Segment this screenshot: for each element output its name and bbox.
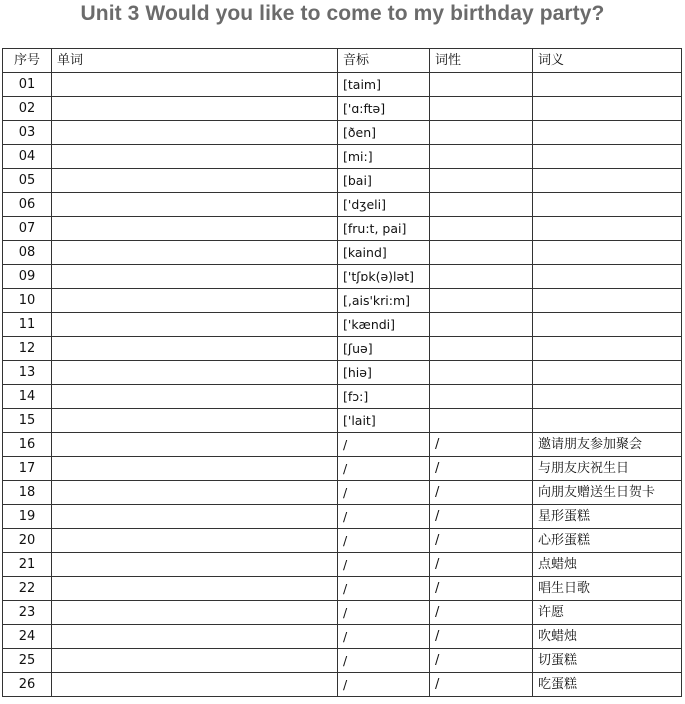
vocabulary-table (2, 48, 682, 697)
pos-cell[interactable] (430, 289, 533, 313)
pos-cell[interactable]: / (430, 649, 533, 673)
word-cell[interactable] (52, 337, 338, 361)
word-cell[interactable] (52, 625, 338, 649)
phonetic-cell: / (338, 553, 430, 577)
meaning-cell[interactable]: 星形蛋糕 (533, 505, 682, 529)
table-row (3, 337, 682, 361)
table-row (3, 313, 682, 337)
table-row (3, 409, 682, 433)
phonetic-cell: [ðen] (338, 121, 430, 145)
meaning-cell[interactable] (533, 169, 682, 193)
table-row (3, 361, 682, 385)
word-cell[interactable] (52, 673, 338, 697)
meaning-cell[interactable] (533, 289, 682, 313)
table-row (3, 217, 682, 241)
phonetic-cell: [kaind] (338, 241, 430, 265)
meaning-cell[interactable] (533, 409, 682, 433)
table-row (3, 673, 682, 697)
table-row (3, 169, 682, 193)
phonetic-cell: / (338, 505, 430, 529)
page-title: Unit 3 Would you like to come to my birthday party? (80, 2, 605, 25)
phonetic-cell: / (338, 673, 430, 697)
table-header-row (3, 49, 682, 73)
table-row (3, 649, 682, 673)
row-number: 01 (3, 73, 52, 97)
pos-cell[interactable] (430, 169, 533, 193)
table-row (3, 265, 682, 289)
meaning-cell[interactable] (533, 97, 682, 121)
row-number: 06 (3, 193, 52, 217)
pos-cell[interactable] (430, 145, 533, 169)
table-row (3, 193, 682, 217)
pos-cell[interactable]: / (430, 505, 533, 529)
meaning-cell[interactable]: 吃蛋糕 (533, 673, 682, 697)
pos-cell[interactable] (430, 409, 533, 433)
pos-cell[interactable] (430, 361, 533, 385)
meaning-cell[interactable]: 心形蛋糕 (533, 529, 682, 553)
meaning-cell[interactable] (533, 337, 682, 361)
table-row (3, 529, 682, 553)
word-cell[interactable] (52, 217, 338, 241)
header-pos: 词性 (430, 49, 533, 73)
pos-cell[interactable]: / (430, 577, 533, 601)
word-cell[interactable] (52, 121, 338, 145)
header-phonetic: 音标 (338, 49, 430, 73)
meaning-cell[interactable] (533, 241, 682, 265)
phonetic-cell: [fru:t, pai] (338, 217, 430, 241)
phonetic-cell: / (338, 649, 430, 673)
pos-cell[interactable]: / (430, 529, 533, 553)
phonetic-cell: / (338, 529, 430, 553)
word-cell[interactable] (52, 265, 338, 289)
phonetic-cell: [hiə] (338, 361, 430, 385)
word-cell[interactable] (52, 193, 338, 217)
table-row (3, 121, 682, 145)
phonetic-cell: [ʃuə] (338, 337, 430, 361)
phonetic-cell: [taim] (338, 73, 430, 97)
word-cell[interactable] (52, 385, 338, 409)
row-number: 19 (3, 505, 52, 529)
word-cell[interactable] (52, 409, 338, 433)
row-number: 24 (3, 625, 52, 649)
row-number: 04 (3, 145, 52, 169)
row-number: 05 (3, 169, 52, 193)
row-number: 26 (3, 673, 52, 697)
phonetic-cell: [mi:] (338, 145, 430, 169)
pos-cell[interactable] (430, 193, 533, 217)
meaning-cell[interactable] (533, 121, 682, 145)
table-row (3, 73, 682, 97)
row-number: 23 (3, 601, 52, 625)
meaning-cell[interactable]: 与朋友庆祝生日 (533, 457, 682, 481)
phonetic-cell: ['dʒeli] (338, 193, 430, 217)
table-row (3, 577, 682, 601)
table-row (3, 433, 682, 457)
row-number: 02 (3, 97, 52, 121)
header-meaning: 词义 (533, 49, 682, 73)
meaning-cell[interactable]: 许愿 (533, 601, 682, 625)
row-number: 17 (3, 457, 52, 481)
row-number: 16 (3, 433, 52, 457)
phonetic-cell: / (338, 625, 430, 649)
table-row (3, 481, 682, 505)
row-number: 14 (3, 385, 52, 409)
pos-cell[interactable] (430, 241, 533, 265)
pos-cell[interactable] (430, 73, 533, 97)
pos-cell[interactable] (430, 265, 533, 289)
pos-cell[interactable]: / (430, 433, 533, 457)
meaning-cell[interactable] (533, 73, 682, 97)
meaning-cell[interactable] (533, 313, 682, 337)
row-number: 12 (3, 337, 52, 361)
word-cell[interactable] (52, 529, 338, 553)
row-number: 13 (3, 361, 52, 385)
word-cell[interactable] (52, 289, 338, 313)
row-number: 10 (3, 289, 52, 313)
phonetic-cell: [bai] (338, 169, 430, 193)
word-cell[interactable] (52, 97, 338, 121)
row-number: 21 (3, 553, 52, 577)
row-number: 22 (3, 577, 52, 601)
table-row (3, 289, 682, 313)
meaning-cell[interactable] (533, 265, 682, 289)
word-cell[interactable] (52, 601, 338, 625)
table-row (3, 505, 682, 529)
phonetic-cell: [,ais'kri:m] (338, 289, 430, 313)
word-cell[interactable] (52, 457, 338, 481)
phonetic-cell: [fɔ:] (338, 385, 430, 409)
phonetic-cell: / (338, 457, 430, 481)
pos-cell[interactable] (430, 217, 533, 241)
word-cell[interactable] (52, 73, 338, 97)
phonetic-cell: ['lait] (338, 409, 430, 433)
word-cell[interactable] (52, 553, 338, 577)
table-row (3, 97, 682, 121)
word-cell[interactable] (52, 481, 338, 505)
pos-cell[interactable]: / (430, 481, 533, 505)
row-number: 25 (3, 649, 52, 673)
pos-cell[interactable] (430, 385, 533, 409)
pos-cell[interactable]: / (430, 457, 533, 481)
word-cell[interactable] (52, 361, 338, 385)
pos-cell[interactable] (430, 337, 533, 361)
meaning-cell[interactable]: 唱生日歌 (533, 577, 682, 601)
meaning-cell[interactable]: 吹蜡烛 (533, 625, 682, 649)
word-cell[interactable] (52, 433, 338, 457)
table-row (3, 601, 682, 625)
pos-cell[interactable] (430, 313, 533, 337)
table-row (3, 553, 682, 577)
phonetic-cell: / (338, 577, 430, 601)
row-number: 15 (3, 409, 52, 433)
word-cell[interactable] (52, 649, 338, 673)
meaning-cell[interactable] (533, 145, 682, 169)
row-number: 20 (3, 529, 52, 553)
word-cell[interactable] (52, 505, 338, 529)
row-number: 11 (3, 313, 52, 337)
pos-cell[interactable] (430, 97, 533, 121)
meaning-cell[interactable] (533, 193, 682, 217)
pos-cell[interactable] (430, 121, 533, 145)
meaning-cell[interactable]: 点蜡烛 (533, 553, 682, 577)
pos-cell[interactable]: / (430, 625, 533, 649)
meaning-cell[interactable] (533, 217, 682, 241)
meaning-cell[interactable]: 邀请朋友参加聚会 (533, 433, 682, 457)
phonetic-cell: ['tʃɒk(ə)lət] (338, 265, 430, 289)
word-cell[interactable] (52, 577, 338, 601)
table-row (3, 145, 682, 169)
meaning-cell[interactable] (533, 385, 682, 409)
row-number: 08 (3, 241, 52, 265)
pos-cell[interactable]: / (430, 601, 533, 625)
meaning-cell[interactable]: 切蛋糕 (533, 649, 682, 673)
meaning-cell[interactable]: 向朋友赠送生日贺卡 (533, 481, 682, 505)
phonetic-cell: / (338, 601, 430, 625)
row-number: 07 (3, 217, 52, 241)
meaning-cell[interactable] (533, 361, 682, 385)
word-cell[interactable] (52, 145, 338, 169)
pos-cell[interactable]: / (430, 553, 533, 577)
table-row (3, 625, 682, 649)
header-word: 单词 (52, 49, 338, 73)
pos-cell[interactable]: / (430, 673, 533, 697)
table-row (3, 457, 682, 481)
table-row (3, 241, 682, 265)
phonetic-cell: ['ɑ:ftə] (338, 97, 430, 121)
header-no: 序号 (3, 49, 52, 73)
phonetic-cell: / (338, 433, 430, 457)
word-cell[interactable] (52, 169, 338, 193)
row-number: 18 (3, 481, 52, 505)
phonetic-cell: / (338, 481, 430, 505)
phonetic-cell: ['kændi] (338, 313, 430, 337)
word-cell[interactable] (52, 313, 338, 337)
word-cell[interactable] (52, 241, 338, 265)
row-number: 03 (3, 121, 52, 145)
table-row (3, 385, 682, 409)
row-number: 09 (3, 265, 52, 289)
